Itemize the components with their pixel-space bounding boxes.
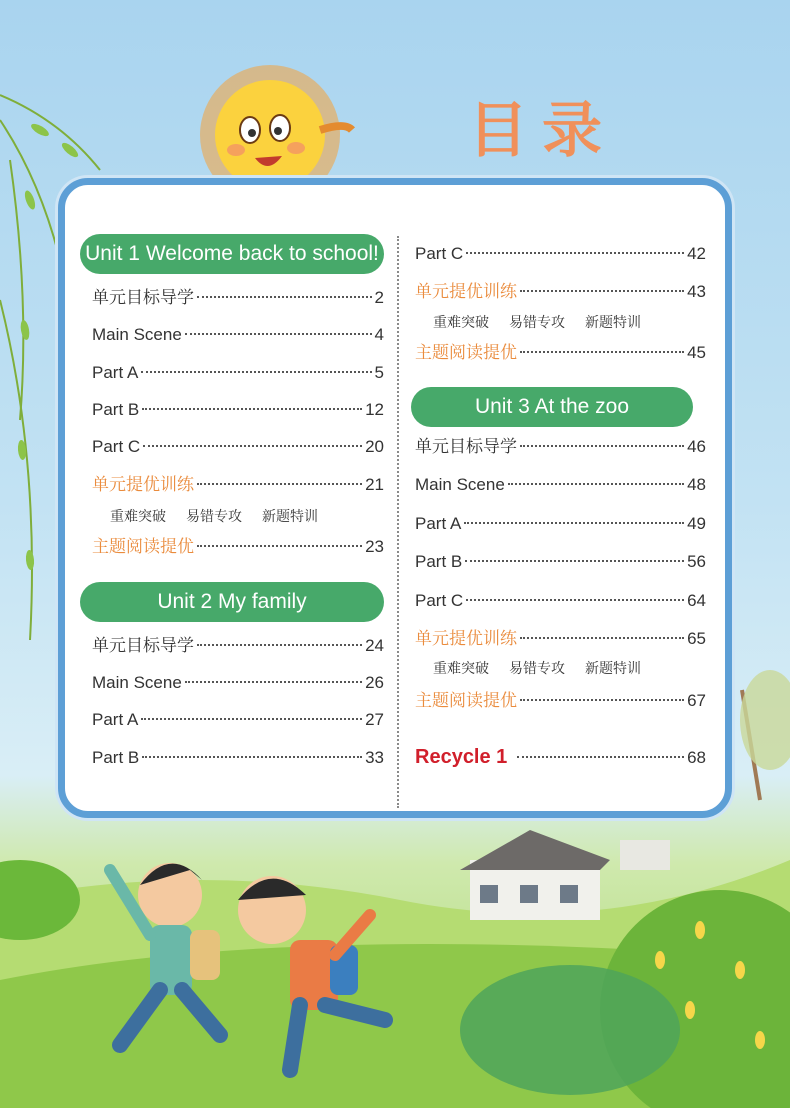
leader-dots	[517, 756, 684, 758]
entry-label: Recycle 1	[415, 746, 508, 768]
entry-label: Part A	[415, 514, 462, 533]
toc-entry[interactable]	[415, 470, 706, 500]
toc-entry[interactable]	[92, 743, 384, 773]
leader-dots	[520, 290, 684, 292]
entry-label: 单元目标导学	[415, 437, 517, 456]
subsection-item: 易错专攻	[509, 661, 565, 677]
entry-page: 64	[687, 591, 706, 610]
entry-label: Main Scene	[92, 325, 182, 344]
entry-label: Main Scene	[415, 475, 505, 494]
toc-entry[interactable]	[92, 532, 384, 562]
toc-entry[interactable]	[92, 470, 384, 500]
toc-entry[interactable]	[415, 509, 706, 539]
leader-dots	[185, 681, 362, 683]
leader-dots	[520, 445, 684, 447]
entry-label: 主题阅读提优	[415, 691, 517, 710]
entry-label: Part B	[92, 400, 140, 419]
entry-label: Part B	[92, 748, 140, 767]
entry-label: Part B	[415, 552, 463, 571]
entry-label: Part C	[92, 437, 141, 456]
leader-dots	[466, 252, 684, 254]
column-divider	[397, 236, 399, 808]
subsection-item: 新题特训	[262, 509, 318, 525]
leader-dots	[197, 296, 372, 298]
toc-entry[interactable]	[415, 239, 706, 269]
unit-3-heading: Unit 3 At the zoo	[411, 387, 693, 427]
toc-entry[interactable]	[415, 338, 706, 368]
entry-page: 42	[687, 244, 706, 263]
entry-page: 56	[687, 552, 706, 571]
entry-label: Part A	[92, 363, 139, 382]
toc-entry[interactable]	[92, 631, 384, 661]
page-title: 目录	[468, 96, 616, 166]
leader-dots	[508, 483, 684, 485]
subsection-item: 重难突破	[433, 315, 489, 331]
entry-page: 33	[365, 748, 384, 767]
entry-label: Part A	[92, 710, 139, 729]
entry-page: 65	[687, 629, 706, 648]
leader-dots	[520, 699, 684, 701]
entry-page: 45	[687, 343, 706, 362]
subsection-item: 新题特训	[585, 661, 641, 677]
toc-entry[interactable]	[415, 432, 706, 462]
toc-entry[interactable]	[92, 320, 384, 350]
toc-entry[interactable]	[92, 395, 384, 425]
subsection-item: 重难突破	[433, 661, 489, 677]
entry-page: 2	[374, 288, 384, 307]
entry-page: 46	[687, 437, 706, 456]
leader-dots	[520, 637, 684, 639]
toc-entry[interactable]	[415, 624, 706, 654]
toc-entry[interactable]	[92, 283, 384, 313]
entry-page: 43	[687, 282, 706, 301]
subsection-item: 重难突破	[110, 509, 166, 525]
leader-dots	[520, 351, 684, 353]
leader-dots	[466, 599, 684, 601]
entry-page: 4	[374, 325, 384, 344]
entry-page: 5	[374, 363, 384, 382]
subsection-item: 新题特训	[585, 315, 641, 331]
entry-label: Part C	[415, 244, 464, 263]
entry-label: 单元目标导学	[92, 288, 194, 307]
entry-label: Main Scene	[92, 673, 182, 692]
entry-page: 20	[365, 437, 384, 456]
subsection-item: 易错专攻	[509, 315, 565, 331]
subsection-item: 易错专攻	[186, 509, 242, 525]
entry-page: 26	[365, 673, 384, 692]
entry-label: 单元目标导学	[92, 636, 194, 655]
toc-entry[interactable]	[92, 432, 384, 462]
entry-label: 单元提优训练	[415, 629, 517, 648]
entry-label: 单元提优训练	[415, 282, 517, 301]
entry-label: 主题阅读提优	[92, 537, 194, 556]
entry-page: 67	[687, 691, 706, 710]
unit-2-heading: Unit 2 My family	[80, 582, 384, 622]
subsection-list	[110, 505, 338, 529]
entry-label: 主题阅读提优	[415, 343, 517, 362]
entry-page: 27	[365, 710, 384, 729]
leader-dots	[197, 644, 362, 646]
leader-dots	[197, 545, 362, 547]
recycle-entry[interactable]	[415, 742, 706, 772]
leader-dots	[197, 483, 362, 485]
leader-dots	[185, 333, 372, 335]
entry-page: 48	[687, 475, 706, 494]
entry-label: Part C	[415, 591, 464, 610]
right-tree	[740, 670, 790, 800]
unit-1-heading: Unit 1 Welcome back to school!	[80, 234, 384, 274]
toc-entry[interactable]	[415, 686, 706, 716]
entry-page: 24	[365, 636, 384, 655]
toc-entry[interactable]	[415, 277, 706, 307]
subsection-list	[433, 311, 661, 335]
leader-dots	[141, 371, 371, 373]
toc-entry[interactable]	[415, 586, 706, 616]
leader-dots	[142, 756, 362, 758]
leader-dots	[465, 560, 684, 562]
toc-entry[interactable]	[92, 668, 384, 698]
leader-dots	[143, 445, 362, 447]
entry-page: 68	[687, 748, 706, 767]
toc-entry[interactable]	[92, 358, 384, 388]
subsection-list	[433, 657, 661, 681]
leader-dots	[142, 408, 362, 410]
entry-label: 单元提优训练	[92, 475, 194, 494]
leader-dots	[141, 718, 362, 720]
toc-entry[interactable]	[415, 547, 706, 577]
entry-page: 21	[365, 475, 384, 494]
entry-page: 49	[687, 514, 706, 533]
entry-page: 12	[365, 400, 384, 419]
leader-dots	[464, 522, 684, 524]
entry-page: 23	[365, 537, 384, 556]
toc-entry[interactable]	[92, 705, 384, 735]
